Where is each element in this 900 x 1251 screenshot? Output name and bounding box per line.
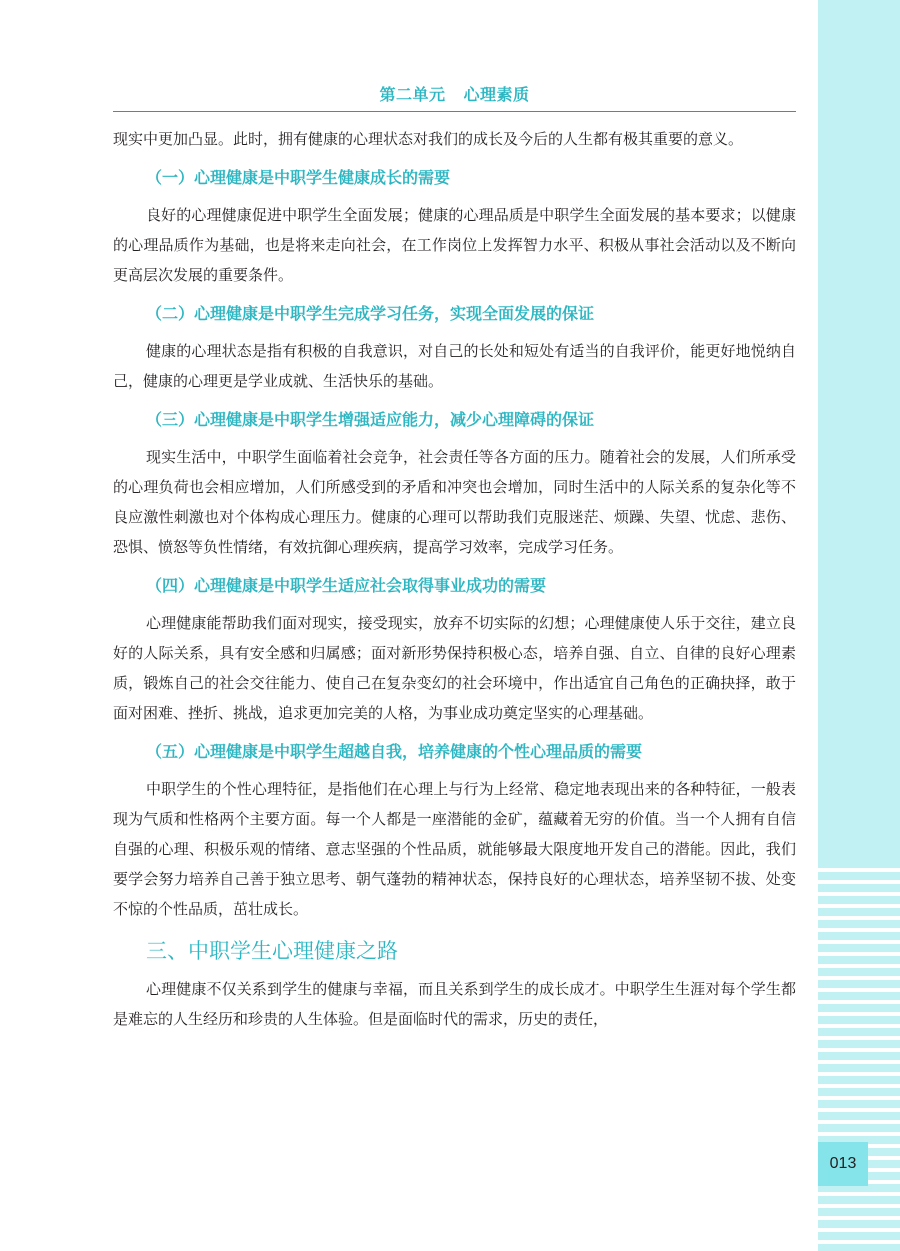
major-section-heading: 三、中职学生心理健康之路 [146,939,398,963]
page-content [113,124,796,1034]
side-stripe-pattern [818,860,900,1251]
header-title: 心理素质 [463,85,530,104]
section-heading-4: （四）心理健康是中职学生适应社会取得事业成功的需要 [146,576,547,595]
section-paragraph-2: 健康的心理状态是指有积极的自我意识，对自己的长处和短处有适当的自我评价，能更好地悦纳自己，健康的心理更是学业成就、生活快乐的基础。 [113,342,796,390]
header-unit: 第二单元 [379,85,446,104]
section-paragraph-4: 心理健康能帮助我们面对现实，接受现实，放弃不切实际的幻想；心理健康使人乐于交往，建立良好的人际关系，具有安全感和归属感；面对新形势保持积极心态，培养自强、自立、自律的良好心理素质，锻炼自己的社会交往能力、使自己在复杂变幻的社会环境中，作出适宜自己角色的正确抉择，敢于面对困难、挫折、挑战，追求更加完美的人格，为事业成功奠定坚实的心理基础。 [113,614,796,722]
running-header [113,82,796,105]
section-heading-3: （三）心理健康是中职学生增强适应能力，减少心理障碍的保证 [146,410,595,429]
section-paragraph-3: 现实生活中，中职学生面临着社会竞争，社会责任等各方面的压力。随着社会的发展，人们所承受的心理负荷也会相应增加，人们所感受到的矛盾和冲突也会增加，同时生活中的人际关系的复杂化等不良应激性刺激也对个体构成心理压力。健康的心理可以帮助我们克服迷茫、烦躁、失望、忧虑、悲伤、恐惧、愤怒等负性情绪，有效抗御心理疾病，提高学习效率，完成学习任务。 [113,448,796,556]
section-paragraph-1: 良好的心理健康促进中职学生全面发展；健康的心理品质是中职学生全面发展的基本要求；以健康的心理品质作为基础，也是将来走向社会，在工作岗位上发挥智力水平、积极从事社会活动以及不断向更高层次发展的重要条件。 [113,206,796,284]
major-section-paragraph: 心理健康不仅关系到学生的健康与幸福，而且关系到学生的成长成才。中职学生生涯对每个学生都是难忘的人生经历和珍贵的人生体验。但是面临时代的需求，历史的责任， [113,980,796,1028]
section-heading-5: （五）心理健康是中职学生超越自我，培养健康的个性心理品质的需要 [146,742,643,761]
section-heading-1: （一）心理健康是中职学生健康成长的需要 [146,168,451,187]
section-paragraph-5: 中职学生的个性心理特征，是指他们在心理上与行为上经常、稳定地表现出来的各种特征，一般表现为气质和性格两个主要方面。每一个人都是一座潜能的金矿，蕴藏着无穷的价值。当一个人拥有自信自强的心理、积极乐观的情绪、意志坚强的个性品质，就能够最大限度地开发自己的潜能。因此，我们要学会努力培养自己善于独立思考、朝气蓬勃的精神状态，保持良好的心理状态，培养坚韧不拔、处变不惊的个性品质，茁壮成长。 [113,780,796,918]
header-rule [113,111,796,112]
intro-paragraph: 现实中更加凸显。此时，拥有健康的心理状态对我们的成长及今后的人生都有极其重要的意义。 [113,130,744,148]
section-heading-2: （二）心理健康是中职学生完成学习任务，实现全面发展的保证 [146,304,595,323]
page-number: 013 [818,1142,868,1186]
